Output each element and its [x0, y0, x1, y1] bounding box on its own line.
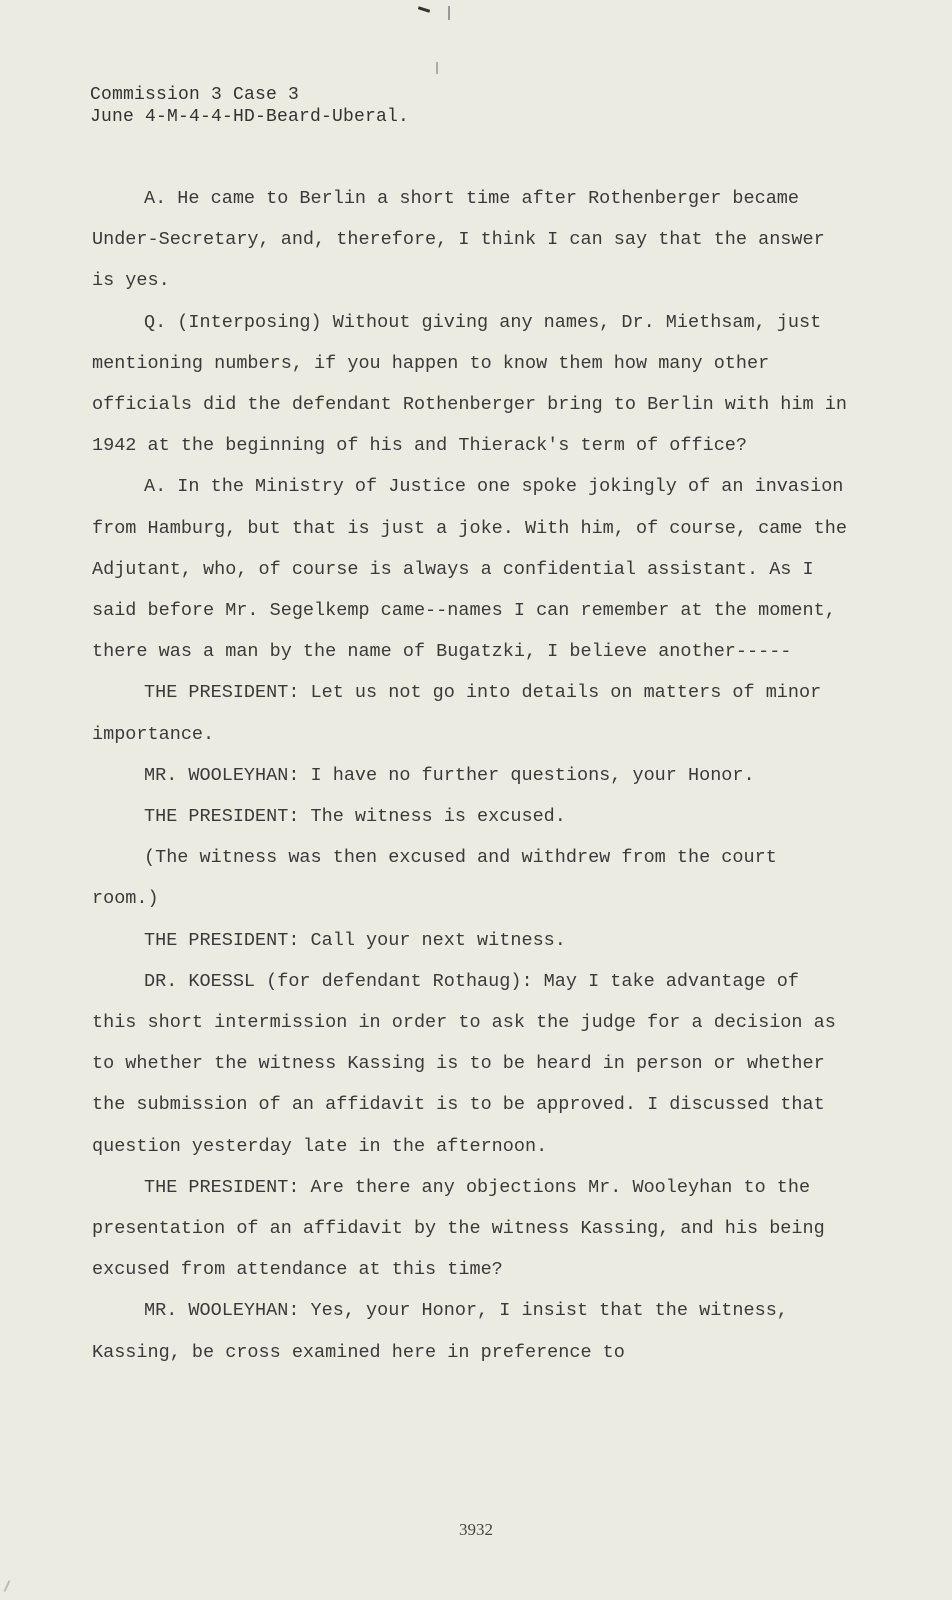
ink-mark [4, 1580, 11, 1592]
ink-mark [418, 6, 430, 13]
paragraph: MR. WOOLEYHAN: I have no further questions, your Honor. [144, 764, 755, 786]
paragraph: MR. WOOLEYHAN: Yes, your Honor, I insist that the witness, Kassing, be cross examined here in preference to [92, 1300, 800, 1363]
page-number: 3932 [459, 1520, 493, 1539]
paragraph: (The witness was then excused and withdrew from the court room.) [92, 847, 788, 910]
header-line-1: Commission 3 Case 3 [90, 85, 300, 105]
paragraph: THE PRESIDENT: The witness is excused. [144, 806, 566, 828]
paragraph: THE PRESIDENT: Are there any objections Mr. Wooleyhan to the presentation of an affidavit by the witness Kassing, and his being excused from attendance at this time? [92, 1176, 836, 1281]
document-header [90, 84, 409, 128]
paragraph: A. He came to Berlin a short time after Rothenberger became Under-Secretary, and, therefore, I think I can say that the answer is yes. [92, 188, 836, 292]
header-line-2: June 4-M-4-4-HD-Beard-Uberal. [90, 107, 410, 127]
paragraph: THE PRESIDENT: Let us not go into details on matters of minor importance. [92, 682, 833, 745]
paragraph: A. In the Ministry of Justice one spoke jokingly of an invasion from Hamburg, but that is just a joke. With him, of course, came the Adjutant, who, of course is always a confidential assistant. As I said before Mr. Segelkemp came--names I can remember at the moment, there was a man by the name of Bugatzki, I believe another----- [92, 476, 859, 663]
paragraph: Q. (Interposing) Without giving any names, Dr. Miethsam, just mentioning numbers, if you happen to know them how many other officials did the defendant Rothenberger bring to Berlin with him in 1942 at the beginning of his and Thierack's term of office? [92, 311, 859, 457]
ink-mark [448, 6, 450, 20]
transcript-body [92, 178, 859, 1373]
ink-mark [436, 62, 438, 74]
paragraph: THE PRESIDENT: Call your next witness. [144, 929, 566, 951]
paragraph: DR. KOESSL (for defendant Rothaug): May I take advantage of this short intermission in order to ask the judge for a decision as to whether the witness Kassing is to be heard in person or whether the submission of an affidavit is to be approved. I discussed that question yesterday late in the afternoon. [92, 970, 847, 1157]
